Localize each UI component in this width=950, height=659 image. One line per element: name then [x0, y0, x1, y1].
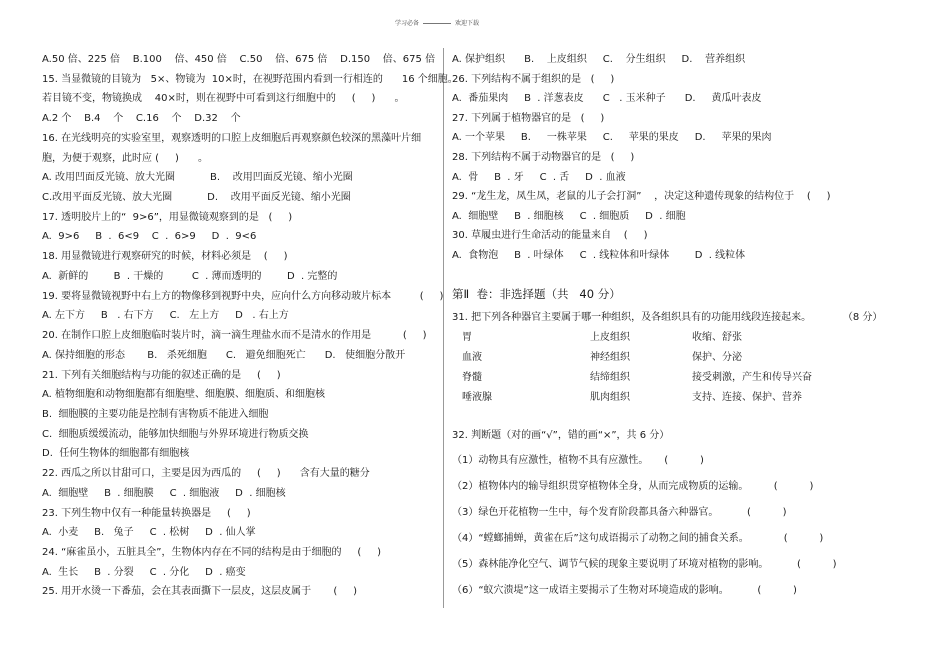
question-line: 29. “龙生龙，凤生凤，老鼠的儿子会打洞” ，决定这种遗传现象的结构位于 ( ) — [452, 191, 831, 203]
judgment-item: （5）森林能净化空气、调节气候的现象主要说明了环境对植物的影响。 ( ) — [452, 559, 837, 570]
question-line: A. 生长 B . 分裂 C . 分化 D . 癌变 — [42, 566, 246, 578]
question-line: 28. 下列结构不属于动物器官的是 ( ) — [452, 152, 635, 163]
question-line: A. 植物细胞和动物细胞都有细胞壁、细胞膜、细胞质、和细胞核 — [42, 389, 326, 401]
match-organ: 脊髓 — [462, 372, 482, 383]
question-line: 25. 用开水烫一下番茄，会在其表面撕下一层皮，这层皮属于 ( ) — [42, 586, 358, 598]
question-line: A. 番茄果肉 B . 洋葱表皮 C . 玉米种子 D. 黄瓜叶表皮 — [452, 93, 762, 105]
section-2-title: 第Ⅱ 卷：非选择题（共 40 分） — [452, 287, 621, 301]
match-function: 收缩、舒张 — [692, 332, 742, 343]
question-line: 27. 下列属于植物器官的是 ( ) — [452, 112, 605, 124]
question-line: A. 改用凹面反光镜、放大光圈 B. 改用凹面反光镜、缩小光圈 — [42, 172, 353, 184]
question-line: A. 小麦 B. 兔子 C . 松树 D . 仙人掌 — [42, 527, 256, 539]
question-line: A.50 倍、225 倍 B.100 倍、450 倍 C.50 倍、675 倍 D.150 倍、675 倍 — [42, 54, 436, 65]
judgment-item: （4）“螳螂捕蝉，黄雀在后”这句成语揭示了动物之间的捕食关系。 ( ) — [452, 533, 824, 544]
match-organ: 胃 — [462, 332, 472, 343]
question-line: D. 任何生物体的细胞都有细胞核 — [42, 448, 190, 460]
match-organ: 血液 — [462, 352, 482, 363]
question-line: 19. 要将显微镜视野中右上方的物像移到视野中央，应向什么方向移动玻片标本 ( ) — [42, 290, 444, 302]
question-line: 18. 用显微镜进行观察研究的时候，材料必须是 ( ) — [42, 251, 288, 263]
header-left-text: 学习必备 — [395, 20, 420, 27]
question-line: C.改用平面反光镜、放大光圈 D. 改用平面反光镜、缩小光圈 — [42, 192, 351, 204]
question-line: 15. 当显微镜的目镜为 5×、物镜为 10×时，在视野范围内看到一行相连的 16 个细胞。 — [42, 73, 458, 85]
question-line: 21. 下列有关细胞结构与功能的叙述正确的是 ( ) — [42, 369, 281, 381]
question-line: 20. 在制作口腔上皮细胞临时装片时，滴一滴生理盐水而不是清水的作用是 ( ) — [42, 330, 427, 342]
question-line: A.2 个 B.4 个 C.16 个 D.32 个 — [42, 113, 241, 125]
match-tissue: 结缔组织 — [590, 372, 630, 383]
question-32: 32. 判断题（对的画“√”，错的画“×”，共 6 分） — [452, 430, 670, 441]
question-line: A. 骨 B . 牙 C . 舌 D . 血液 — [452, 171, 626, 183]
question-line: 胞，为便于观察，此时应 ( ) 。 — [42, 152, 208, 164]
question-31: 31. 把下列各种器官主要属于哪一种组织，及各组织具有的功能用线段连接起来。 （8 分） — [452, 312, 883, 323]
question-line: 若目镜不变，物镜换成 40×时，则在视野中可看到这行细胞中的 ( ) 。 — [42, 93, 405, 105]
question-line: 26. 下列结构不属于组织的是 ( ) — [452, 73, 615, 85]
question-line: A. 9>6 B . 6<9 C . 6>9 D . 9<6 — [42, 231, 257, 243]
question-line: A. 新鲜的 B . 干燥的 C . 薄而透明的 D . 完整的 — [42, 270, 338, 282]
question-line: A. 细胞壁 B . 细胞核 C . 细胞质 D . 细胞 — [452, 210, 686, 222]
match-tissue: 肌肉组织 — [590, 392, 630, 403]
header-rule — [423, 23, 451, 24]
match-tissue: 神经组织 — [590, 352, 630, 363]
header-right-text: 欢迎下载 — [455, 20, 480, 27]
judgment-item: （6）“蚁穴溃堤”这一成语主要揭示了生物对环境造成的影响。 ( ) — [452, 585, 797, 596]
question-line: 17. 透明胶片上的“ 9>6”，用显微镜观察到的是 ( ) — [42, 211, 293, 223]
question-line: A. 左下方 B . 右下方 C. 左上方 D . 右上方 — [42, 310, 289, 322]
question-line: 16. 在光线明亮的实验室里，观察透明的口腔上皮细胞后再观察颜色较深的黑藻叶片细 — [42, 132, 422, 144]
question-line: 23. 下列生物中仅有一种能量转换器是 ( ) — [42, 507, 251, 519]
judgment-item: （3）绿色开花植物一生中，每个发育阶段都具备六种器官。 ( ) — [452, 507, 787, 518]
match-organ: 唾液腺 — [462, 392, 492, 403]
match-tissue: 上皮组织 — [590, 332, 630, 343]
column-divider — [443, 48, 444, 608]
judgment-item: （2）植物体内的输导组织贯穿植物体全身，从而完成物质的运输。 ( ) — [452, 481, 814, 492]
question-line: 24. “麻雀虽小，五脏具全”，生物体内存在不同的结构是由于细胞的 ( ) — [42, 547, 382, 558]
judgment-item: （1）动物具有应激性，植物不具有应激性。 ( ) — [452, 455, 704, 466]
question-line: B. 细胞膜的主要功能是控制有害物质不能进入细胞 — [42, 408, 269, 420]
question-line: A. 食物泡 B . 叶绿体 C . 线粒体和叶绿体 D . 线粒体 — [452, 250, 746, 261]
page-header — [395, 18, 479, 27]
question-line: 30. 草履虫进行生命活动的能量来自 ( ) — [452, 230, 648, 242]
match-function: 接受刺激，产生和传导兴奋 — [692, 372, 812, 383]
question-line: C. 细胞质缓缓流动，能够加快细胞与外界环境进行物质交换 — [42, 428, 309, 440]
question-line: A. 保护组织 B. 上皮组织 C. 分生组织 D. 营养组织 — [452, 54, 746, 65]
match-function: 保护、分泌 — [692, 352, 742, 363]
question-line: 22. 西瓜之所以甘甜可口，主要是因为西瓜的 ( ) 含有大量的糖分 — [42, 468, 370, 480]
match-function: 支持、连接、保护、营养 — [692, 392, 802, 403]
question-line: A. 保持细胞的形态 B. 杀死细胞 C. 避免细胞死亡 D. 使细胞分散开 — [42, 349, 406, 361]
question-line: A. 细胞壁 B . 细胞膜 C . 细胞液 D . 细胞核 — [42, 487, 286, 499]
question-line: A. 一个苹果 B. 一株苹果 C. 苹果的果皮 D. 苹果的果肉 — [452, 132, 772, 144]
